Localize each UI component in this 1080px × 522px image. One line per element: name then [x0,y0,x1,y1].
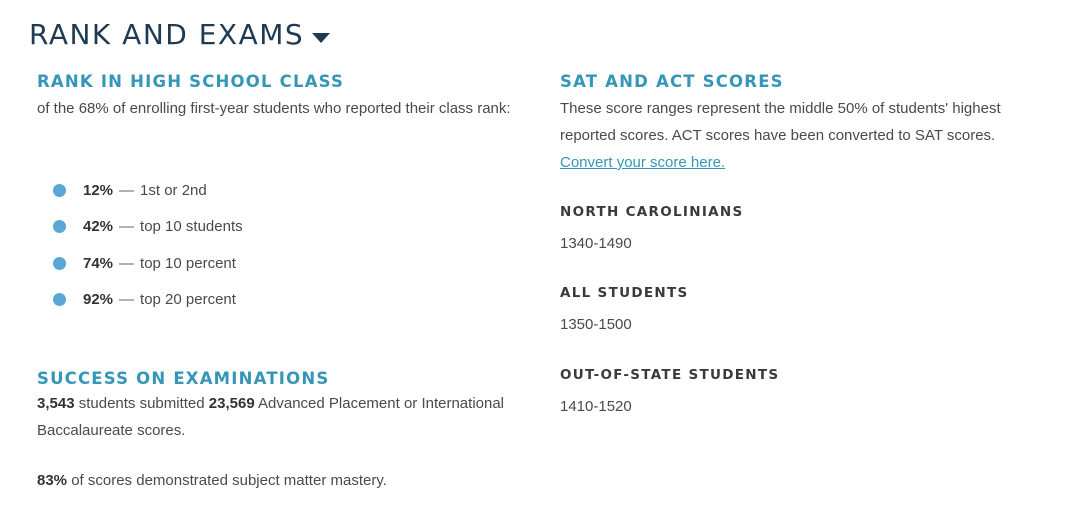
group-label: ALL STUDENTS [560,285,689,301]
rank-label: top 10 percent [140,254,236,272]
list-item [53,245,243,282]
page-title-text: RANK AND EXAMS [29,18,305,51]
rank-percent: 92% [83,291,114,309]
scores-section [560,72,1050,415]
dash: — [119,181,135,199]
rank-label: 1st or 2nd [140,181,207,199]
bullet-dot-icon [53,293,66,306]
mastery-text: of scores demonstrated subject matter mastery. [67,472,387,489]
rank-percent: 12% [83,181,114,199]
score-range: 1350-1500 [560,316,632,333]
exams-section [37,369,537,494]
group-label: NORTH CAROLINIANS [560,204,744,220]
scores-description-text: These score ranges represent the middle 50% of students' highest reported scores. ACT scores have been converted to SAT scores. [560,100,1001,144]
exams-summary [37,390,537,444]
bullet-dot-icon [53,184,66,197]
score-range: 1340-1490 [560,235,632,252]
rank-section [37,72,537,309]
scores-heading: SAT AND ACT SCORES [560,72,784,91]
students-count: 3,543 [37,395,75,412]
exams-heading: SUCCESS ON EXAMINATIONS [37,369,330,388]
dash: — [119,218,135,236]
rank-label: top 20 percent [140,291,236,309]
exams-text-b: Advanced Placement or International Baccalaureate scores. [37,395,505,439]
list-item [53,282,243,319]
rank-percent: 42% [83,218,114,236]
page-title[interactable] [29,18,330,51]
convert-score-link[interactable]: Convert your score here. [560,154,726,171]
caret-down-icon[interactable] [312,33,330,43]
score-range: 1410-1520 [560,398,632,415]
dash: — [119,254,135,272]
dash: — [119,291,135,309]
exams-text-a: students submitted [74,395,209,412]
rank-percent: 74% [83,254,114,272]
scores-description [560,95,1050,176]
group-label: OUT-OF-STATE STUDENTS [560,367,780,383]
bullet-dot-icon [53,257,66,270]
list-item [53,209,243,246]
mastery-line [37,467,537,494]
rank-label: top 10 students [140,218,243,236]
rank-intro: of the 68% of enrolling first-year students who reported their class rank: [37,100,511,117]
rank-heading: RANK IN HIGH SCHOOL CLASS [37,72,345,91]
rank-list [53,172,243,318]
scores-count: 23,569 [208,395,255,412]
list-item [53,172,243,209]
mastery-percent: 83% [37,472,68,489]
bullet-dot-icon [53,220,66,233]
